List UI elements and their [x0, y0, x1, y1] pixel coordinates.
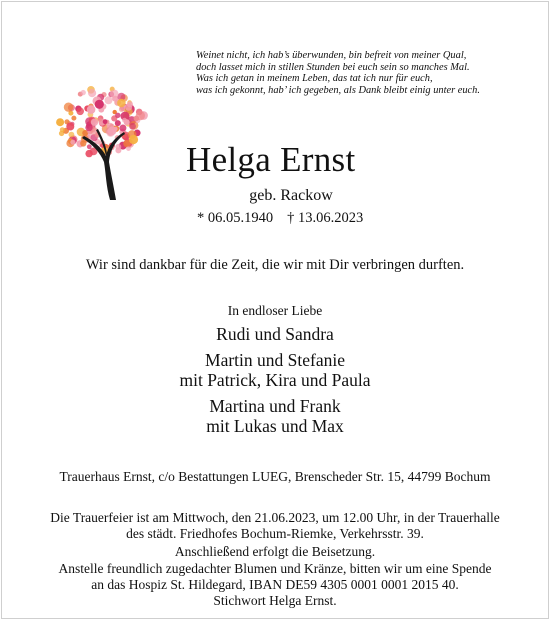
leaf-dot	[76, 108, 84, 116]
thanks-line: Wir sind dankbar für die Zeit, die wir mit Dir verbringen durften.	[85, 257, 465, 273]
ceremony-line: Die Trauerfeier ist am Mittwoch, den 21.06.2023, um 12.00 Uhr, in der Trauerhalle	[50, 510, 500, 525]
leaf-dot	[85, 124, 92, 131]
death-date: † 13.06.2023	[287, 210, 364, 226]
maiden-name: geb. Rackow	[249, 187, 333, 204]
leaf-dot	[103, 119, 108, 124]
leaf-dot	[110, 90, 119, 99]
leaf-dot	[85, 150, 92, 157]
mourners-list	[0, 324, 550, 442]
leaf-dot	[88, 89, 96, 97]
leaf-dot	[87, 144, 92, 149]
leaf-dot	[106, 128, 115, 137]
ceremony-line: des städt. Friedhofes Bochum-Riemke, Verkehrsstr. 39.	[126, 526, 424, 542]
birth-date: * 06.05.1940	[197, 210, 274, 226]
tree-icon	[52, 82, 152, 200]
leaf-dot	[56, 118, 64, 126]
leaf-dot	[119, 125, 126, 132]
leaf-dot	[125, 104, 132, 111]
leaf-dot	[115, 120, 121, 126]
funeral-notice	[0, 510, 550, 610]
funeral-home-address: Trauerhaus Ernst, c/o Bestattungen LUEG, Brenscheder Str. 15, 44799 Bochum	[59, 469, 491, 484]
donation-line: an das Hospiz St. Hildegard, IBAN DE59 4305 0001 0001 2015 40.	[91, 577, 459, 593]
leaf-dot	[87, 105, 96, 114]
mourner-line: mit Lukas und Max	[206, 416, 344, 436]
leaf-dot	[70, 140, 75, 145]
mourner-group	[0, 350, 550, 390]
leaf-dot	[95, 100, 104, 109]
deceased-name: Helga Ernst	[186, 140, 356, 179]
leaf-dot	[115, 147, 121, 153]
leaf-dot	[129, 123, 136, 130]
donation-line: Anstelle freundlich zugedachter Blumen und Kränze, bitten wir um eine Spende	[58, 560, 492, 576]
leaf-dot	[64, 103, 73, 112]
poem-line: Was ich getan in meinem Leben, das tat ich nur für euch,	[196, 73, 433, 85]
leaf-dot	[126, 146, 131, 151]
leaf-dot	[98, 117, 102, 121]
leaf-dot	[134, 116, 140, 122]
poem-line: Weinet nicht, ich hab’s überwunden, bin befreit von meiner Qual,	[196, 50, 467, 61]
leaf-dot	[81, 90, 86, 95]
mourner-group	[0, 324, 550, 344]
leaf-dot	[117, 99, 126, 108]
leaf-dot	[91, 119, 98, 126]
mourner-line: Martina und Frank	[209, 396, 341, 416]
burial-line: Anschließend erfolgt die Beisetzung.	[174, 543, 376, 559]
mourner-line: mit Patrick, Kira und Paula	[179, 370, 371, 390]
leaf-dot	[115, 113, 120, 118]
leaf-dot	[66, 123, 74, 131]
mourner-group	[0, 396, 550, 436]
mourner-line: Rudi und Sandra	[216, 324, 334, 344]
poem	[196, 50, 536, 96]
poem-line: was ich gekonnt, hab’ ich gegeben, als Dank bleibt einig unter euch.	[196, 84, 480, 96]
life-dates	[197, 209, 363, 227]
leaf-dot	[129, 135, 138, 144]
leaf-dot	[105, 96, 113, 104]
mourners-intro: In endloser Liebe	[227, 303, 323, 318]
leaf-dot	[122, 118, 127, 123]
leaf-dot	[71, 116, 76, 121]
mourner-line: Martin und Stefanie	[205, 350, 345, 370]
leaf-dot	[80, 140, 86, 146]
poem-line: doch lasset mich in stillen Stunden bei euch sein so manches Mal.	[196, 61, 470, 73]
leaf-dot	[60, 127, 65, 132]
leaf-dot	[69, 132, 75, 138]
donation-line: Stichwort Helga Ernst.	[213, 593, 337, 609]
